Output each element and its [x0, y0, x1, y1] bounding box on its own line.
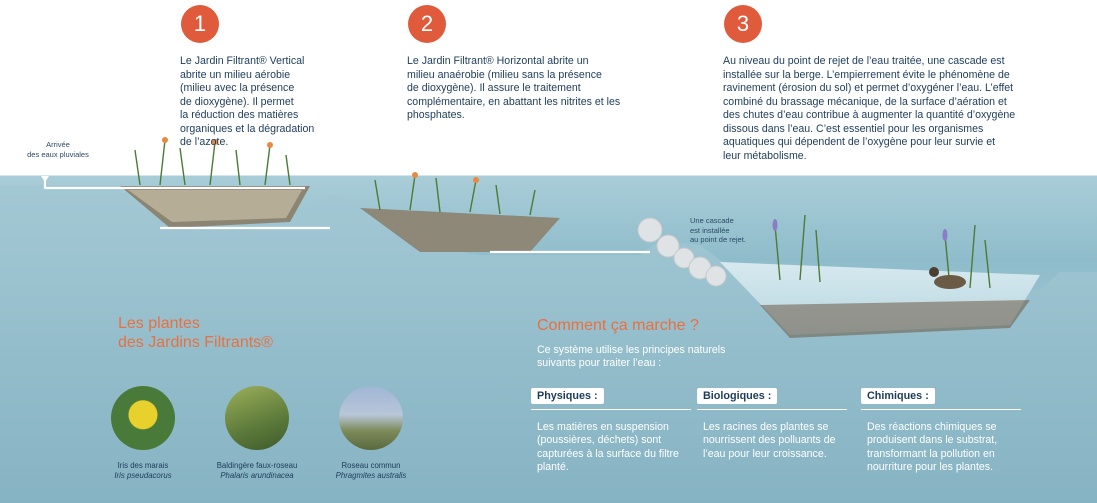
- plants-section-title: Les plantes des Jardins Filtrants®: [118, 315, 273, 351]
- plant-3-name: Roseau commun: [341, 461, 401, 470]
- plant-1-caption: [78, 461, 208, 480]
- category-physical-label: Physiques :: [531, 388, 604, 404]
- step-3-number: 3: [724, 5, 762, 43]
- cascade-label: Une cascade est installée au point de rejet.: [690, 216, 746, 244]
- step-2-number: 2: [408, 5, 446, 43]
- arrival-arrow-icon: [41, 176, 49, 182]
- plant-1-name: Iris des marais: [117, 461, 169, 470]
- phragmites-photo: [339, 386, 403, 450]
- phalaris-photo: [225, 386, 289, 450]
- how-section-intro: Ce système utilise les principes naturels suivants pour traiter l’eau :: [537, 344, 726, 369]
- plant-3-caption: [306, 461, 436, 480]
- plant-2-latin: Phalaris arundinacea: [220, 470, 294, 480]
- step-1-number: 1: [181, 5, 219, 43]
- category-chemical-divider: [861, 409, 1021, 410]
- category-biological-label: Biologiques :: [697, 388, 777, 404]
- arrival-label: Arrivée des eaux pluviales: [27, 140, 89, 159]
- plant-2-name: Baldingère faux-roseau: [216, 461, 298, 470]
- plant-2-caption: [192, 461, 322, 480]
- step-2-text: Le Jardin Filtrant® Horizontal abrite un milieu anaérobie (milieu sans la présence de dioxygène). Il assure le traitement complémentaire, en abattant les nitrites et les phosphates.: [407, 55, 621, 121]
- step-3-text: Au niveau du point de rejet de l’eau traitée, une cascade est installée sur la berge. L’empierrement évite le phénomène de ravinement (érosion du sol) et permet d’oxygéner l’eau. L’effet combiné du brassage mécanique, de la surface d’aération et des chutes d’eau contribue à augmenter la quantité d’oxygène dissous dans l’eau. C’est essentiel pour les organismes aquatiques qui dépendent de l’oxygène pour leur survie et leur métabolisme.: [723, 55, 1016, 162]
- category-chemical-label: Chimiques :: [861, 388, 935, 404]
- category-physical-divider: [531, 409, 691, 410]
- iris-photo: [111, 386, 175, 450]
- category-chemical-text: Des réactions chimiques se produisent dans le substrat, transformant la pollution en nourriture pour les plantes.: [867, 421, 998, 473]
- category-biological-divider: [697, 409, 847, 410]
- plant-3-latin: Phragmites australis: [335, 470, 407, 480]
- purple-flowers: [773, 219, 948, 241]
- how-section-title: Comment ça marche ?: [537, 317, 699, 334]
- category-physical-text: Les matières en suspension (poussières, déchets) sont capturées à la surface du filtre planté.: [537, 421, 679, 473]
- step-1-text: Le Jardin Filtrant® Vertical abrite un milieu aérobie (milieu avec la présence de dioxygène). Il permet la réduction des matières organiques et la dégradation de l’azote.: [180, 55, 315, 148]
- category-biological-text: Les racines des plantes se nourrissent des polluants de l’eau pour leur croissance.: [703, 421, 836, 460]
- plant-1-latin: Iris pseudacorus: [114, 470, 172, 480]
